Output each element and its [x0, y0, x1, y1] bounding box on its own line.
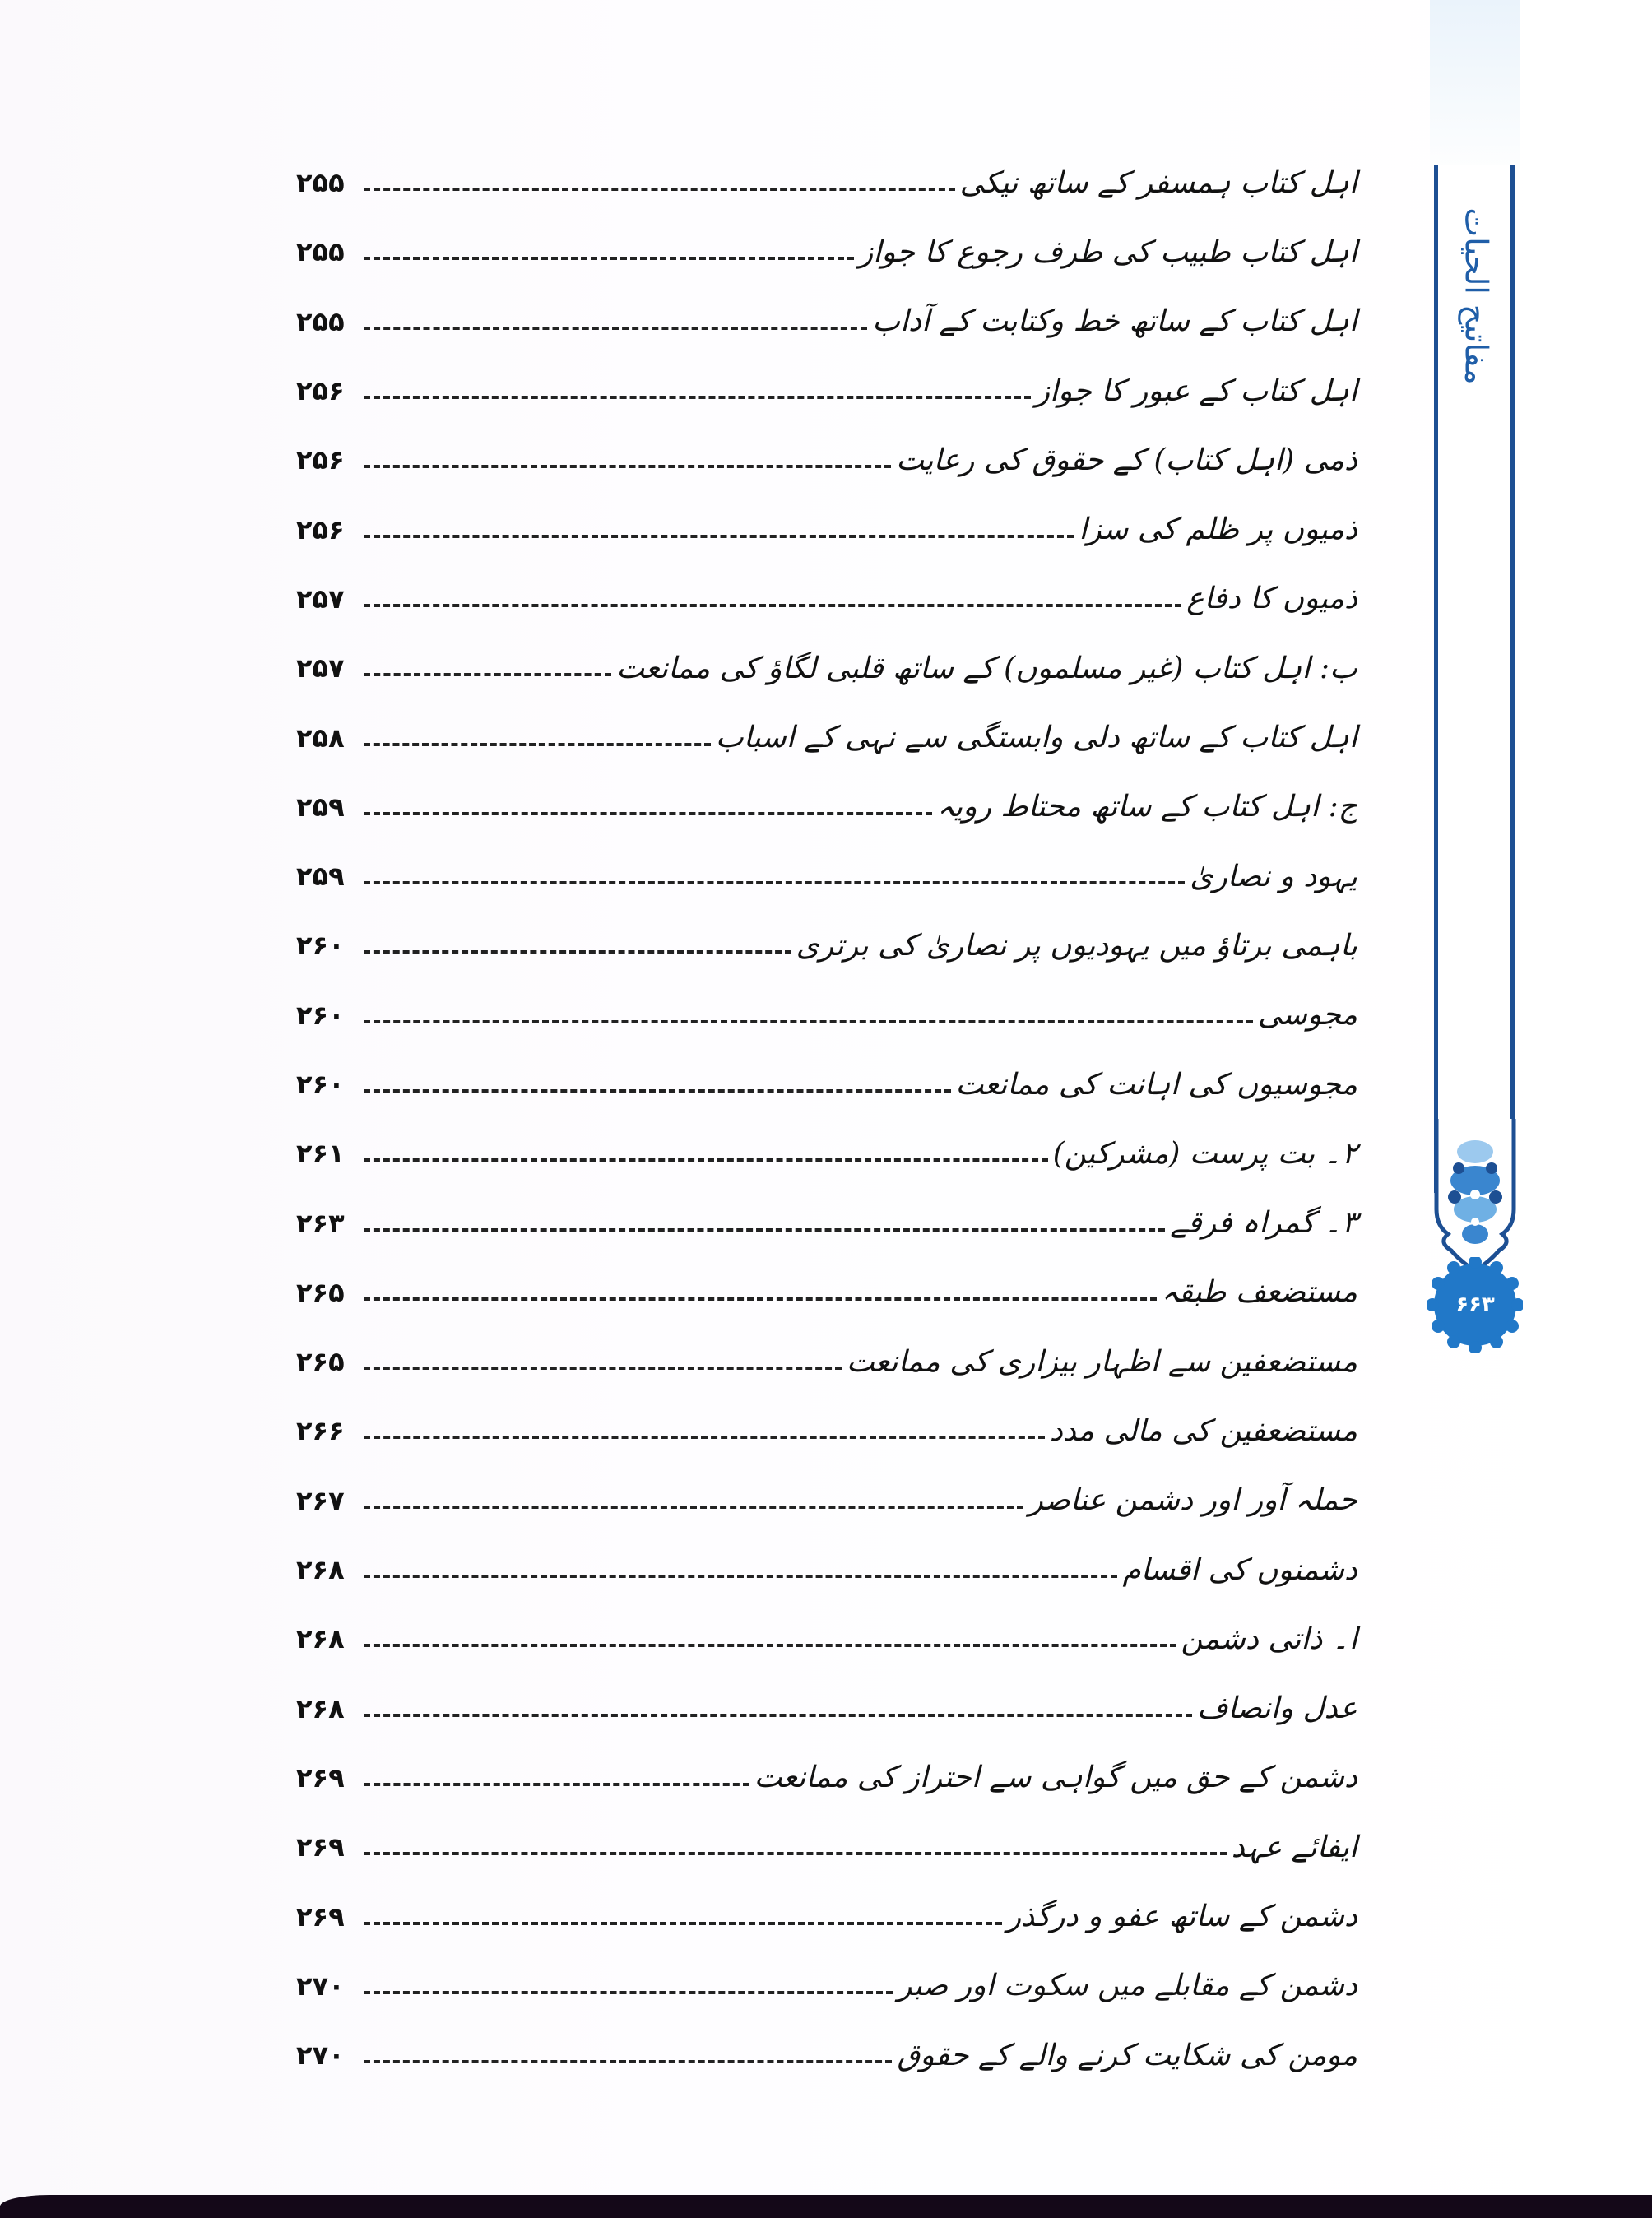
toc-entry-title: مجوسی [1257, 998, 1357, 1032]
toc-entry-page: ۲۵۷ [296, 582, 345, 615]
dotted-leader [364, 950, 791, 954]
toc-entry-title: ب: اہل کتاب (غیر مسلموں) کے ساتھ قلبی لگاؤ کی ممانعت [616, 651, 1357, 685]
dotted-leader [364, 881, 1185, 884]
toc-entry-page: ۲۵۵ [296, 305, 345, 337]
toc-entry-title: مومن کی شکایت کرنے والے کے حقوق [897, 2038, 1357, 2072]
dotted-leader [364, 1228, 1165, 1232]
dotted-leader [364, 465, 891, 468]
toc-entry-page: ۲۶۸ [296, 1623, 345, 1655]
toc-entry [296, 1743, 1357, 1812]
toc-entry-page: ۲۶۹ [296, 1900, 345, 1933]
toc-entry [296, 1258, 1357, 1327]
toc-entry [296, 2021, 1357, 2090]
dotted-leader [364, 604, 1181, 607]
dotted-leader [364, 1506, 1023, 1509]
toc-entry-title: یہود و نصاریٰ [1190, 859, 1357, 893]
toc-entry [296, 148, 1357, 217]
toc-entry [296, 1812, 1357, 1882]
toc-entry-title: ایفائے عہد [1231, 1830, 1357, 1864]
toc-entry-page: ۲۶۵ [296, 1346, 345, 1378]
toc-entry-page: ۲۶۰ [296, 930, 345, 962]
toc-entry-title: ۳۔ گمراہ فرقے [1170, 1206, 1357, 1241]
toc-entry-page: ۲۷۰ [296, 1970, 345, 2002]
toc-entry [296, 1535, 1357, 1604]
toc-entry [296, 842, 1357, 911]
dotted-leader [364, 1158, 1048, 1162]
dotted-leader [364, 1644, 1176, 1647]
running-title-text: مفاتیح الحیات [1459, 207, 1496, 385]
dotted-leader [364, 1783, 749, 1786]
toc-entry-title: دشمن کے مقابلے میں سکوت اور صبر [898, 1969, 1357, 2003]
toc-entry-title: مستضعفین سے اظہار بیزاری کی ممانعت [846, 1344, 1357, 1379]
toc-entry-title: حملہ آور اور دشمن عناصر [1028, 1483, 1357, 1518]
toc-entry-title: باہمی برتاؤ میں یہودیوں پر نصاریٰ کی برتری [796, 928, 1357, 963]
toc-entry [296, 1882, 1357, 1951]
toc-entry [296, 1466, 1357, 1535]
toc-entry [296, 1951, 1357, 2021]
toc-entry-page: ۲۵۵ [296, 167, 345, 199]
toc-entry-title: ۲۔ بت پرست (مشرکین) [1052, 1136, 1357, 1171]
toc-entry [296, 1604, 1357, 1673]
dotted-leader [364, 673, 611, 676]
toc-entry-title: دشمن کے ساتھ عفو و درگذر [1006, 1900, 1357, 1934]
toc-entry [296, 703, 1357, 772]
toc-entry [296, 1188, 1357, 1257]
dotted-leader [364, 1436, 1045, 1439]
toc-entry-page: ۲۶۱ [296, 1138, 345, 1170]
toc-entry-page: ۲۵۸ [296, 722, 345, 754]
toc-entry [296, 981, 1357, 1050]
toc-entry-page: ۲۶۹ [296, 1761, 345, 1793]
dotted-leader [364, 535, 1074, 538]
toc-entry-title: اہل کتاب کے ساتھ خط وکتابت کے آداب [872, 304, 1357, 339]
dotted-leader [364, 1089, 951, 1093]
toc-entry-page: ۲۵۷ [296, 652, 345, 684]
toc-entry-page: ۲۵۶ [296, 375, 345, 407]
toc-entry [296, 425, 1357, 494]
toc-entry-page: ۲۵۵ [296, 236, 345, 268]
toc-entry-title: ج: اہل کتاب کے ساتھ محتاط رویہ [937, 790, 1357, 824]
running-title [1444, 207, 1510, 385]
toc-entry-page: ۲۵۶ [296, 444, 345, 476]
toc-entry-title: مستضعفین کی مالی مدد [1049, 1413, 1357, 1448]
band-fade-decoration [1430, 0, 1520, 181]
toc-entry-title: اہل کتاب طبیب کی طرف رجوع کا جواز [858, 234, 1357, 269]
page-bottom-edge-shadow [0, 2195, 1652, 2218]
toc-entry-page: ۲۷۰ [296, 2039, 345, 2072]
toc-entry-title: ذمیوں کا دفاع [1186, 582, 1357, 616]
toc-entry [296, 633, 1357, 703]
toc-entry-page: ۲۶۰ [296, 1069, 345, 1100]
toc-entry [296, 773, 1357, 842]
dotted-leader [364, 1991, 893, 1994]
toc-entry-page: ۲۶۳ [296, 1207, 345, 1239]
dotted-leader [364, 1922, 1002, 1925]
toc-entry-page: ۲۶۸ [296, 1554, 345, 1586]
toc-entry [296, 1396, 1357, 1465]
floral-ornament-icon [1430, 1119, 1520, 1275]
dotted-leader [364, 1714, 1192, 1717]
dotted-leader [364, 1852, 1227, 1855]
toc-entry-page: ۲۶۰ [296, 999, 345, 1031]
toc-entry-page: ۲۶۶ [296, 1415, 345, 1447]
toc-entry [296, 287, 1357, 356]
page-number: ۶۶۳ [1455, 1292, 1495, 1317]
toc-entry-page: ۲۵۹ [296, 861, 345, 893]
toc-entry-title: دشمن کے حق میں گواہی سے احتراز کی ممانعت [754, 1761, 1357, 1795]
toc-entry [296, 911, 1357, 980]
toc-entry-title: مستضعف طبقہ [1161, 1275, 1357, 1310]
dotted-leader [364, 812, 932, 815]
toc-entry-page: ۲۶۹ [296, 1831, 345, 1863]
table-of-contents [296, 148, 1357, 2090]
dotted-leader [364, 396, 1031, 399]
toc-entry [296, 1119, 1357, 1188]
toc-entry-page: ۲۵۶ [296, 513, 345, 545]
toc-entry [296, 1674, 1357, 1743]
toc-entry-title: اہل کتاب کے عبور کا جواز [1035, 374, 1357, 408]
toc-entry [296, 494, 1357, 564]
dotted-leader [364, 1020, 1253, 1023]
toc-entry-title: مجوسیوں کی اہانت کی ممانعت [955, 1067, 1357, 1102]
toc-entry-title: اہل کتاب ہمسفر کے ساتھ نیکی [959, 165, 1357, 200]
dotted-leader [364, 188, 955, 191]
dotted-leader [364, 1367, 842, 1370]
toc-entry-title: اہل کتاب کے ساتھ دلی وابستگی سے نہی کے اسباب [715, 721, 1357, 755]
toc-entry [296, 217, 1357, 286]
toc-entry-page: ۲۵۹ [296, 791, 345, 823]
dotted-leader [364, 1297, 1157, 1301]
toc-entry-title: ذمیوں پر ظلم کی سزا [1079, 513, 1357, 547]
dotted-leader [364, 1575, 1117, 1578]
dotted-leader [364, 743, 711, 746]
toc-entry-page: ۲۶۷ [296, 1484, 345, 1516]
toc-entry-title: دشمنوں کی اقسام [1122, 1552, 1357, 1587]
toc-entry-page: ۲۶۵ [296, 1276, 345, 1308]
dotted-leader [364, 2060, 892, 2063]
toc-entry [296, 1327, 1357, 1396]
toc-entry-page: ۲۶۸ [296, 1692, 345, 1724]
toc-entry-title: ذمی (اہل کتاب) کے حقوق کی رعایت [896, 443, 1357, 477]
toc-entry-title: عدل وانصاف [1197, 1691, 1357, 1726]
dotted-leader [364, 327, 867, 330]
toc-entry [296, 356, 1357, 425]
toc-entry [296, 564, 1357, 633]
toc-entry [296, 1050, 1357, 1119]
dotted-leader [364, 257, 854, 260]
toc-entry-title: ا۔ ذاتی دشمن [1181, 1622, 1357, 1656]
